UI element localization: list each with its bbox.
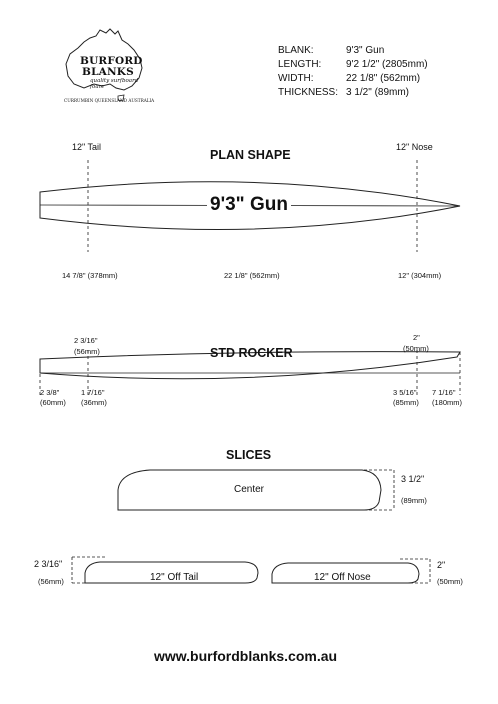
slices-title: SLICES [226, 448, 272, 462]
plan-tail-marker-label: 12" Tail [72, 142, 102, 152]
logo-tagline: quality surfboard foam [90, 78, 139, 90]
rocker-bottom-nose-imperial: 7 1/16" [432, 388, 456, 397]
plan-nose-width: 12" (304mm) [398, 271, 442, 280]
plan-center-width: 22 1/8" (562mm) [224, 271, 280, 280]
nose-slice-thickness: 2" [437, 560, 446, 570]
plan-tail-width: 14 7/8" (378mm) [62, 271, 118, 280]
rocker-bottom-12-tail-metric: (36mm) [81, 398, 107, 407]
rocker-bottom-12-nose-metric: (85mm) [393, 398, 419, 407]
tail-slice-label: 12" Off Tail [150, 572, 199, 583]
spec-value-thickness: 3 1/2" (89mm) [346, 87, 410, 98]
plan-shape-title: PLAN SHAPE [210, 148, 291, 162]
rocker-bottom-nose-metric: (180mm) [432, 398, 463, 407]
spec-label-length: LENGTH: [278, 59, 322, 70]
tail-slice-thickness: 2 3/16" [34, 559, 63, 569]
plan-nose-marker-label: 12" Nose [396, 142, 433, 152]
center-slice-metric: (89mm) [401, 496, 427, 505]
rocker-bottom-12-nose-imperial: 3 5/16" [393, 388, 417, 397]
logo-brand-line1: BURFORD [80, 55, 143, 67]
spec-label-thickness: THICKNESS: [278, 87, 339, 98]
rocker-bottom-tail-imperial: 2 3/8" [40, 388, 60, 397]
logo-brand-line2: BLANKS [82, 66, 134, 78]
nose-slice-metric: (50mm) [437, 577, 463, 586]
rocker-nose-top-imperial: 2" [413, 333, 420, 342]
nose-slice-label: 12" Off Nose [314, 572, 371, 583]
plan-board-name: 9'3" Gun [207, 194, 291, 216]
rocker-tail-top-imperial: 2 3/16" [74, 336, 98, 345]
logo-footer: CURRUMBIN QUEENSLAND AUSTRALIA [64, 98, 155, 103]
spec-label-blank: BLANK: [278, 45, 314, 56]
spec-value-width: 22 1/8" (562mm) [346, 73, 421, 84]
rocker-title: STD ROCKER [210, 346, 293, 360]
spec-label-width: WIDTH: [278, 73, 314, 84]
rocker-nose-top-metric: (50mm) [403, 344, 429, 353]
center-slice-label: Center [234, 484, 265, 495]
rocker-bottom-tail-metric: (60mm) [40, 398, 66, 407]
center-slice-thickness: 3 1/2" [401, 474, 425, 484]
spec-value-blank: 9'3" Gun [346, 45, 385, 56]
rocker-tail-top-metric: (56mm) [74, 347, 100, 356]
rocker-bottom-12-tail-imperial: 1 7/16" [81, 388, 105, 397]
website-link[interactable]: www.burfordblanks.com.au [154, 648, 338, 664]
tail-slice-metric: (56mm) [38, 577, 64, 586]
spec-value-length: 9'2 1/2" (2805mm) [346, 59, 428, 70]
